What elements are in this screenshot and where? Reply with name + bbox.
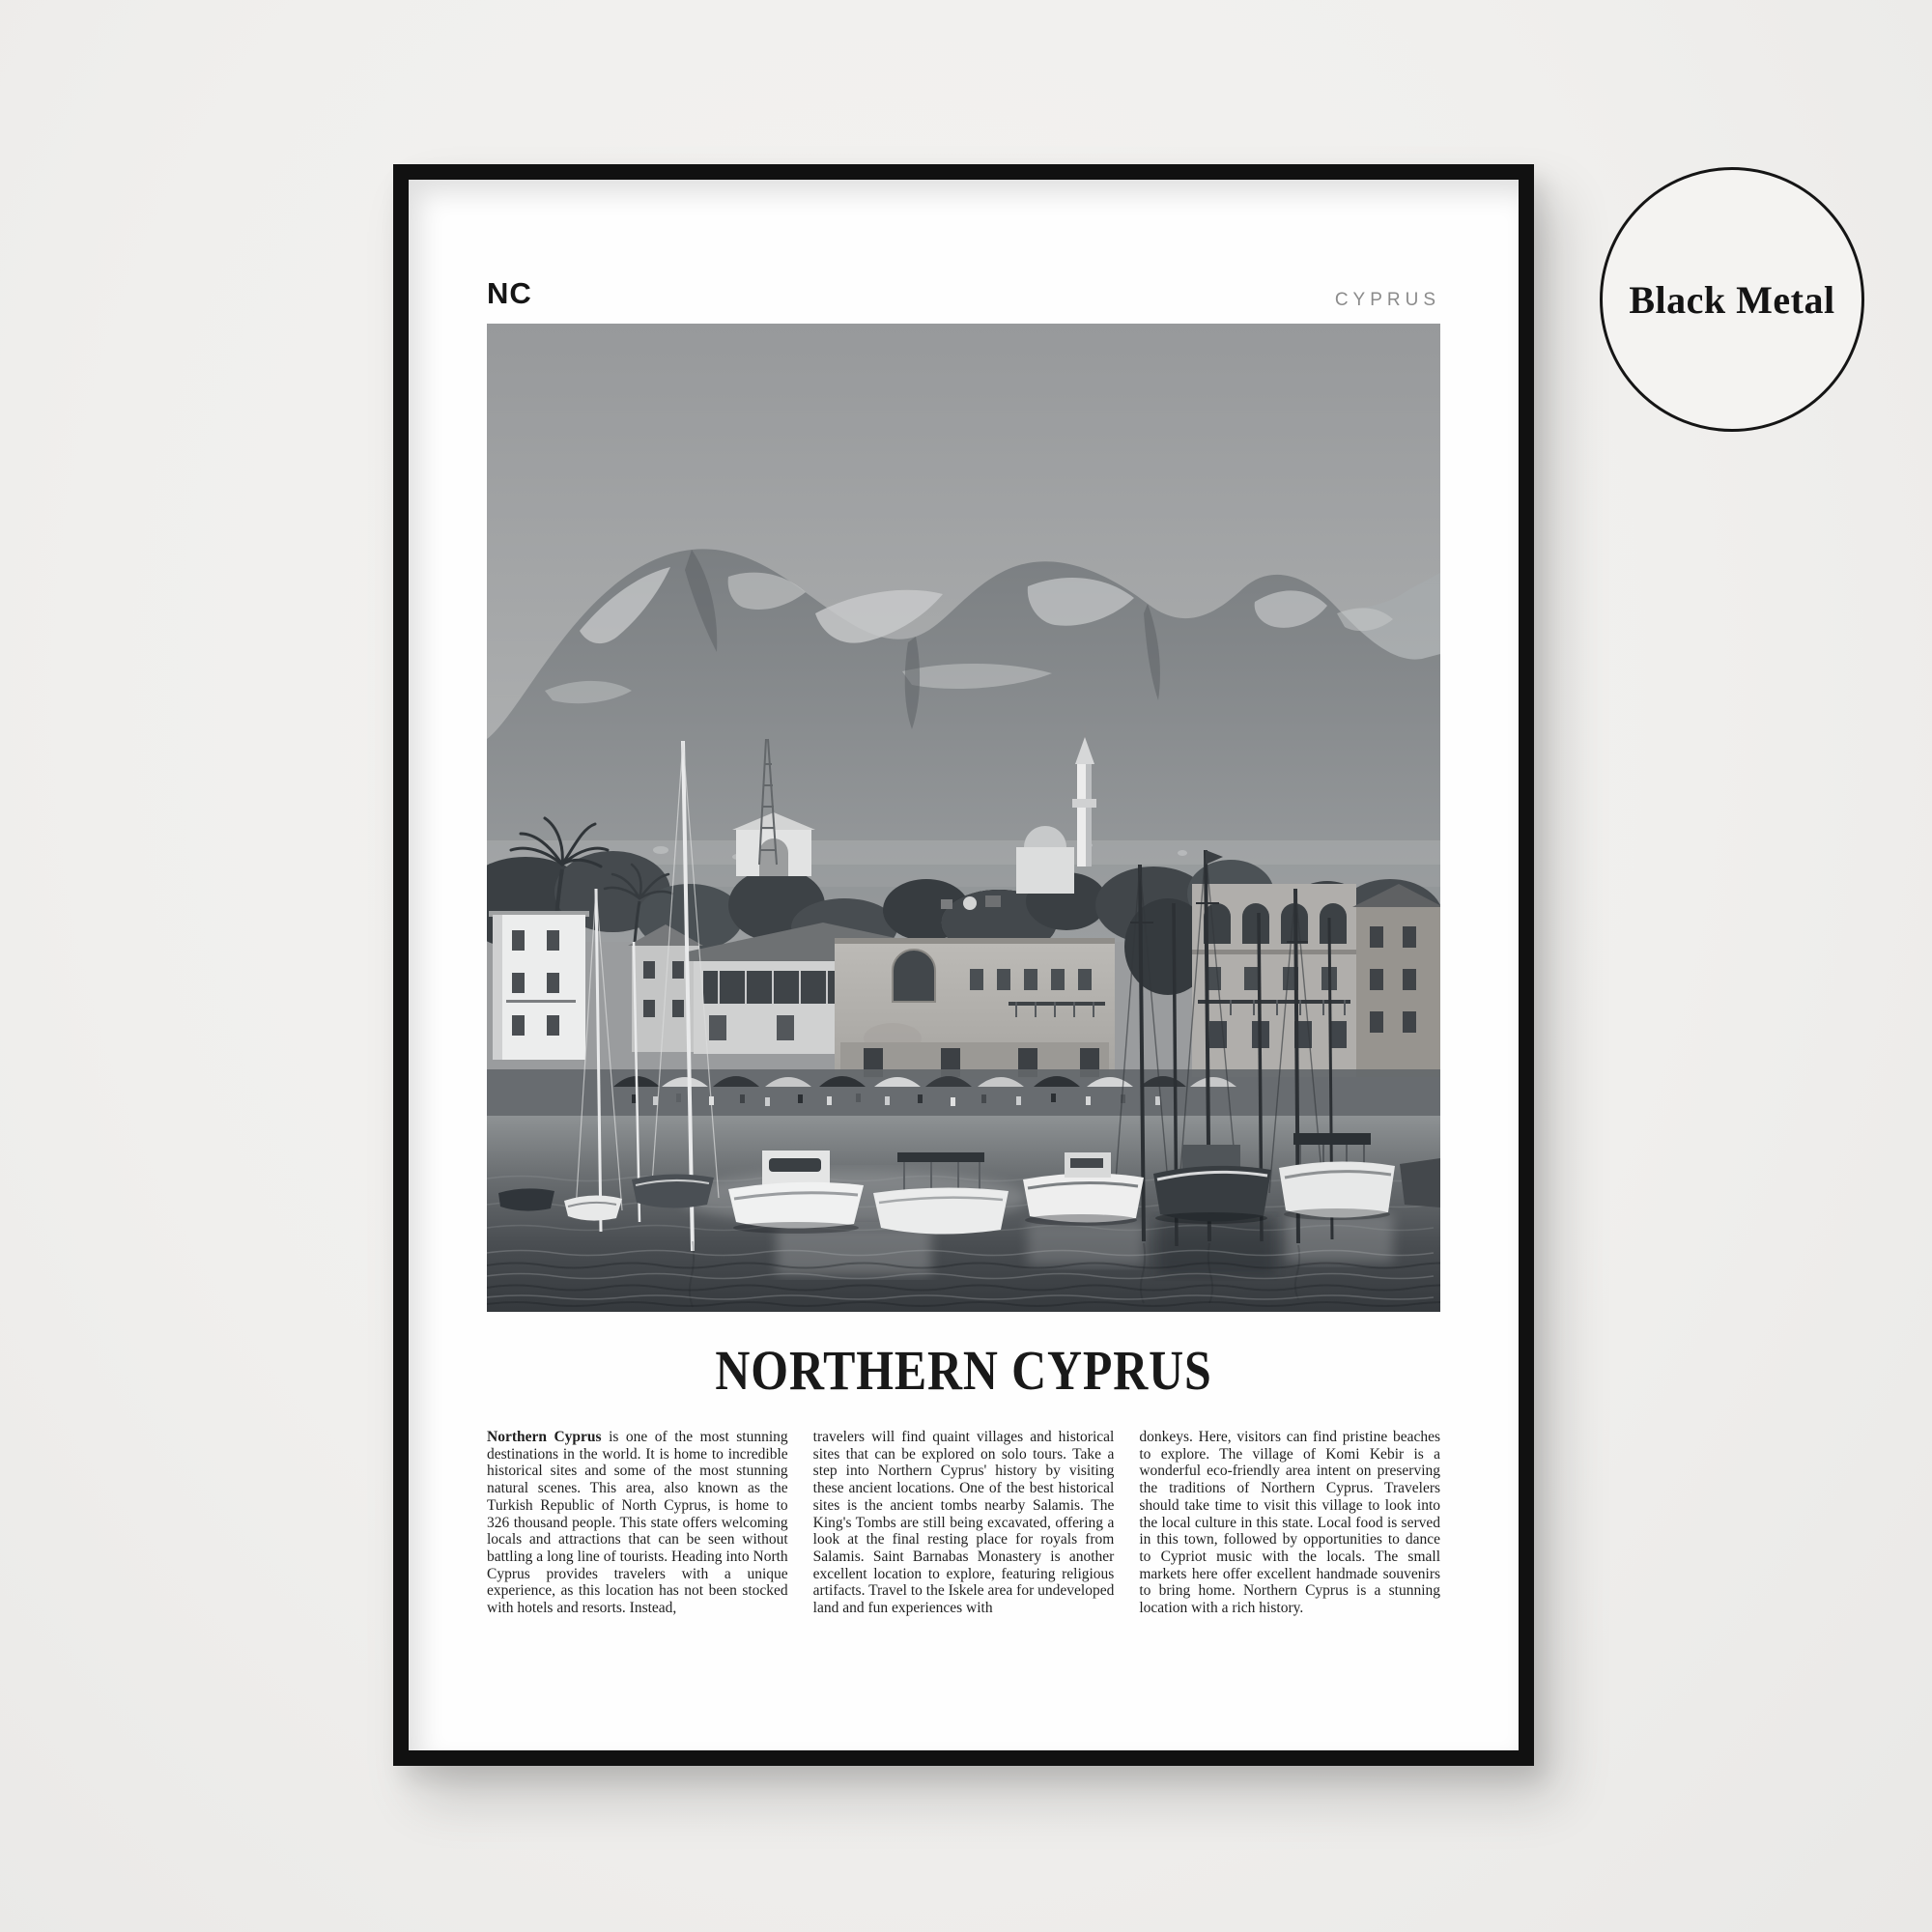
poster-header [487,276,1440,311]
location-initials: NC [487,276,532,310]
poster-title: NORTHERN CYPRUS [715,1339,1212,1402]
poster-body [487,1429,1440,1617]
poster-frame [393,164,1534,1766]
poster [409,180,1519,1750]
frame-style-badge [1600,167,1864,432]
body-column-1-text: is one of the most stunning destinations in the world. It is home to incredible historical sites and some of the most stunning natural scenes. This area, also known as the Turkish Republic of North Cyprus, is home to 326 thousand people. This state offers welcoming locals and attractions that can be seen without battling a long line of tourists. Heading into North Cyprus provides travelers with a unique experience, as this location has not been stocked with hotels and resorts. Instead, [487,1429,788,1617]
country-label: CYPRUS [1334,290,1440,310]
body-lead: Northern Cyprus [487,1429,602,1445]
body-column-3: donkeys. Here, visitors can find pristine beaches to explore. The village of Komi Kebir is a wonderful eco-friendly area intent on preserving the traditions of Northern Cyprus. Travelers should take time to visit this village to look into the local culture in this state. Local food is served in this town, followed by opportunities to dance to Cypriot music with the locals. The small markets here offer excellent handmade souvenirs to bring home. Northern Cyprus is a stunning location with a rich history. [1139,1429,1441,1617]
body-column-1 [487,1429,788,1617]
body-column-2: travelers will find quaint villages and historical sites that can be explored on solo tours. Take a step into Northern Cyprus' history by visiting these ancient locations. One of the best historical sites is the ancient tombs nearby Salamis. The King's Tombs are still being excavated, offering a look at the final resting place for royals from Salamis. Saint Barnabas Monastery is another excellent location to explore, featuring religious artifacts. Travel to the Iskele area for undeveloped land and fun experiences with [812,1429,1115,1617]
harbor-photo [487,324,1440,1312]
frame-style-label: Black Metal [1629,277,1835,322]
